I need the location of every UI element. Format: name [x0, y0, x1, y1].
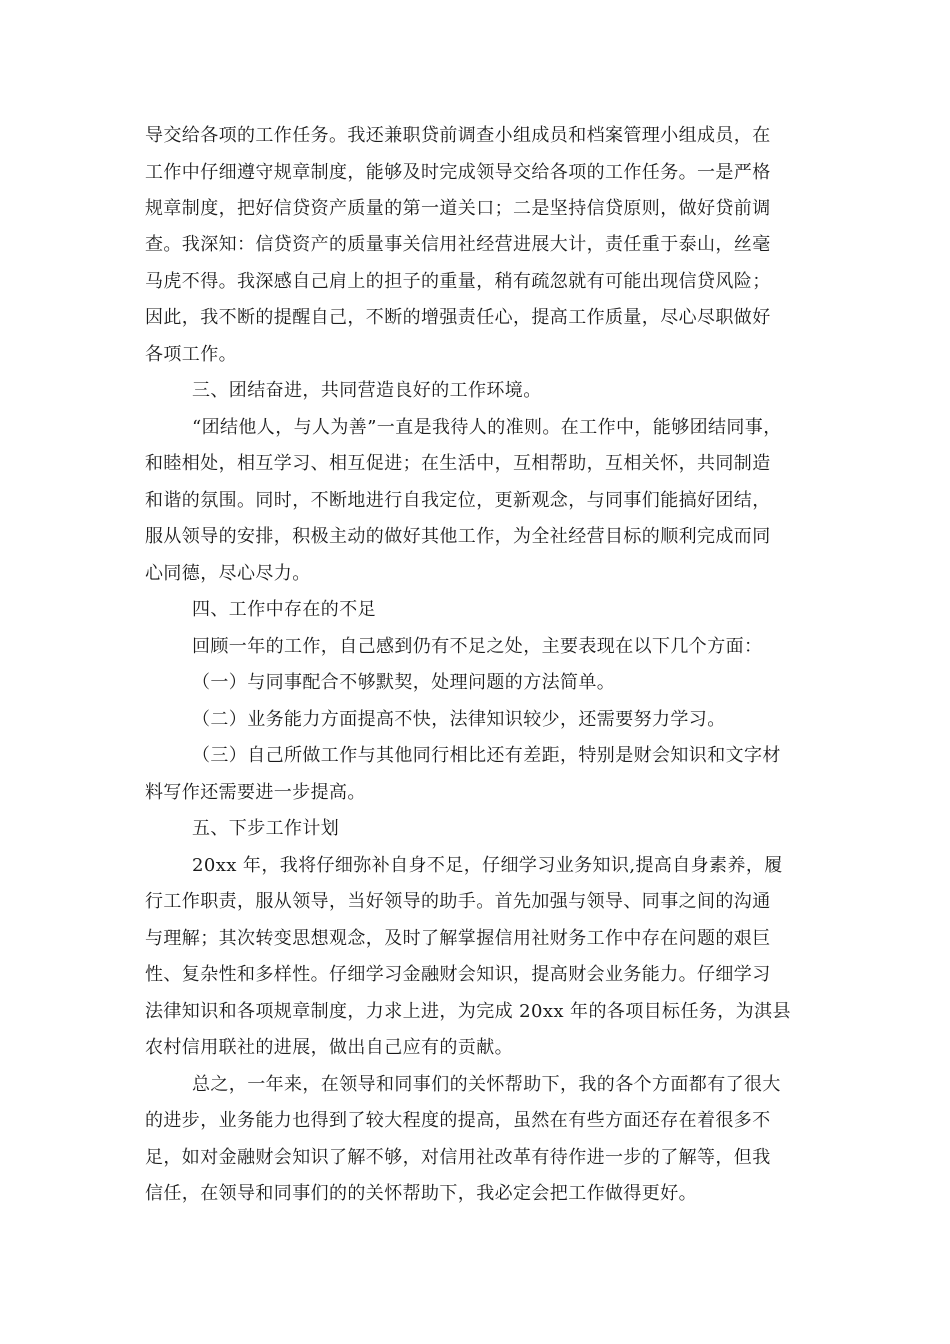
paragraph-line: 和睦相处，相互学习、相互促进；在生活中，互相帮助，互相关怀，共同制造 [145, 453, 771, 474]
list-item: （一）与同事配合不够默契，处理问题的方法简单。 [192, 672, 616, 693]
paragraph-line: 行工作职责，服从领导，当好领导的助手。首先加强与领导、同事之间的沟通 [145, 891, 771, 912]
paragraph-line: 回顾一年的工作，自己感到仍有不足之处，主要表现在以下几个方面： [192, 636, 763, 657]
section-heading-3: 三、团结奋进，共同营造良好的工作环境。 [192, 380, 542, 401]
paragraph-line: 和谐的氛围。同时，不断地进行自我定位，更新观念，与同事们能搞好团结， [145, 490, 771, 511]
paragraph-line: 总之，一年来，在领导和同事们的关怀帮助下，我的各个方面都有了很大 [192, 1074, 781, 1095]
paragraph-line: 查。我深知：信贷资产的质量事关信用社经营进展大计，责任重于泰山，丝毫 [145, 234, 771, 255]
paragraph-line: 马虎不得。我深感自己肩上的担子的重量，稍有疏忽就有可能出现信贷风险； [145, 271, 771, 292]
list-item: （二）业务能力方面提高不快，法律知识较少，还需要努力学习。 [192, 709, 726, 730]
paragraph-line: 的进步，业务能力也得到了较大程度的提高，虽然在有些方面还存在着很多不 [145, 1110, 771, 1131]
paragraph-line: 心同德，尽心尽力。 [145, 563, 311, 584]
section-heading-5: 五、下步工作计划 [192, 818, 340, 839]
paragraph-line: 因此，我不断的提醒自己，不断的增强责任心，提高工作质量，尽心尽职做好 [145, 307, 771, 328]
paragraph-line: 法律知识和各项规章制度，力求上进，为完成 20xx 年的各项目标任务，为淇县 [145, 1001, 791, 1022]
paragraph-line: “团结他人，与人为善”一直是我待人的准则。在工作中，能够团结同事， [192, 417, 782, 438]
paragraph-line: 性、复杂性和多样性。仔细学习金融财会知识，提高财会业务能力。仔细学习 [145, 964, 771, 985]
paragraph-line: 信任，在领导和同事们的的关怀帮助下，我必定会把工作做得更好。 [145, 1183, 697, 1204]
paragraph-line: 料写作还需要进一步提高。 [145, 782, 366, 803]
paragraph-line: 与理解；其次转变思想观念，及时了解掌握信用社财务工作中存在问题的艰巨 [145, 928, 771, 949]
section-heading-4: 四、工作中存在的不足 [192, 599, 376, 620]
paragraph-line: 足，如对金融财会知识了解不够，对信用社改革有待作进一步的了解等，但我 [145, 1147, 771, 1168]
paragraph-line: 导交给各项的工作任务。我还兼职贷前调查小组成员和档案管理小组成员，在 [145, 125, 771, 146]
paragraph-line: 规章制度，把好信贷资产质量的第一道关口；二是坚持信贷原则，做好贷前调 [145, 198, 771, 219]
paragraph-line: 服从领导的安排，积极主动的做好其他工作，为全社经营目标的顺利完成而同 [145, 526, 771, 547]
list-item: （三）自己所做工作与其他同行相比还有差距，特别是财会知识和文字材 [192, 745, 781, 766]
paragraph-line: 农村信用联社的进展，做出自己应有的贡献。 [145, 1037, 513, 1058]
paragraph-line: 20xx 年，我将仔细弥补自身不足，仔细学习业务知识,提高自身素养，履 [192, 855, 783, 876]
paragraph-line: 各项工作。 [145, 344, 237, 365]
paragraph-line: 工作中仔细遵守规章制度，能够及时完成领导交给各项的工作任务。一是严格 [145, 162, 771, 183]
